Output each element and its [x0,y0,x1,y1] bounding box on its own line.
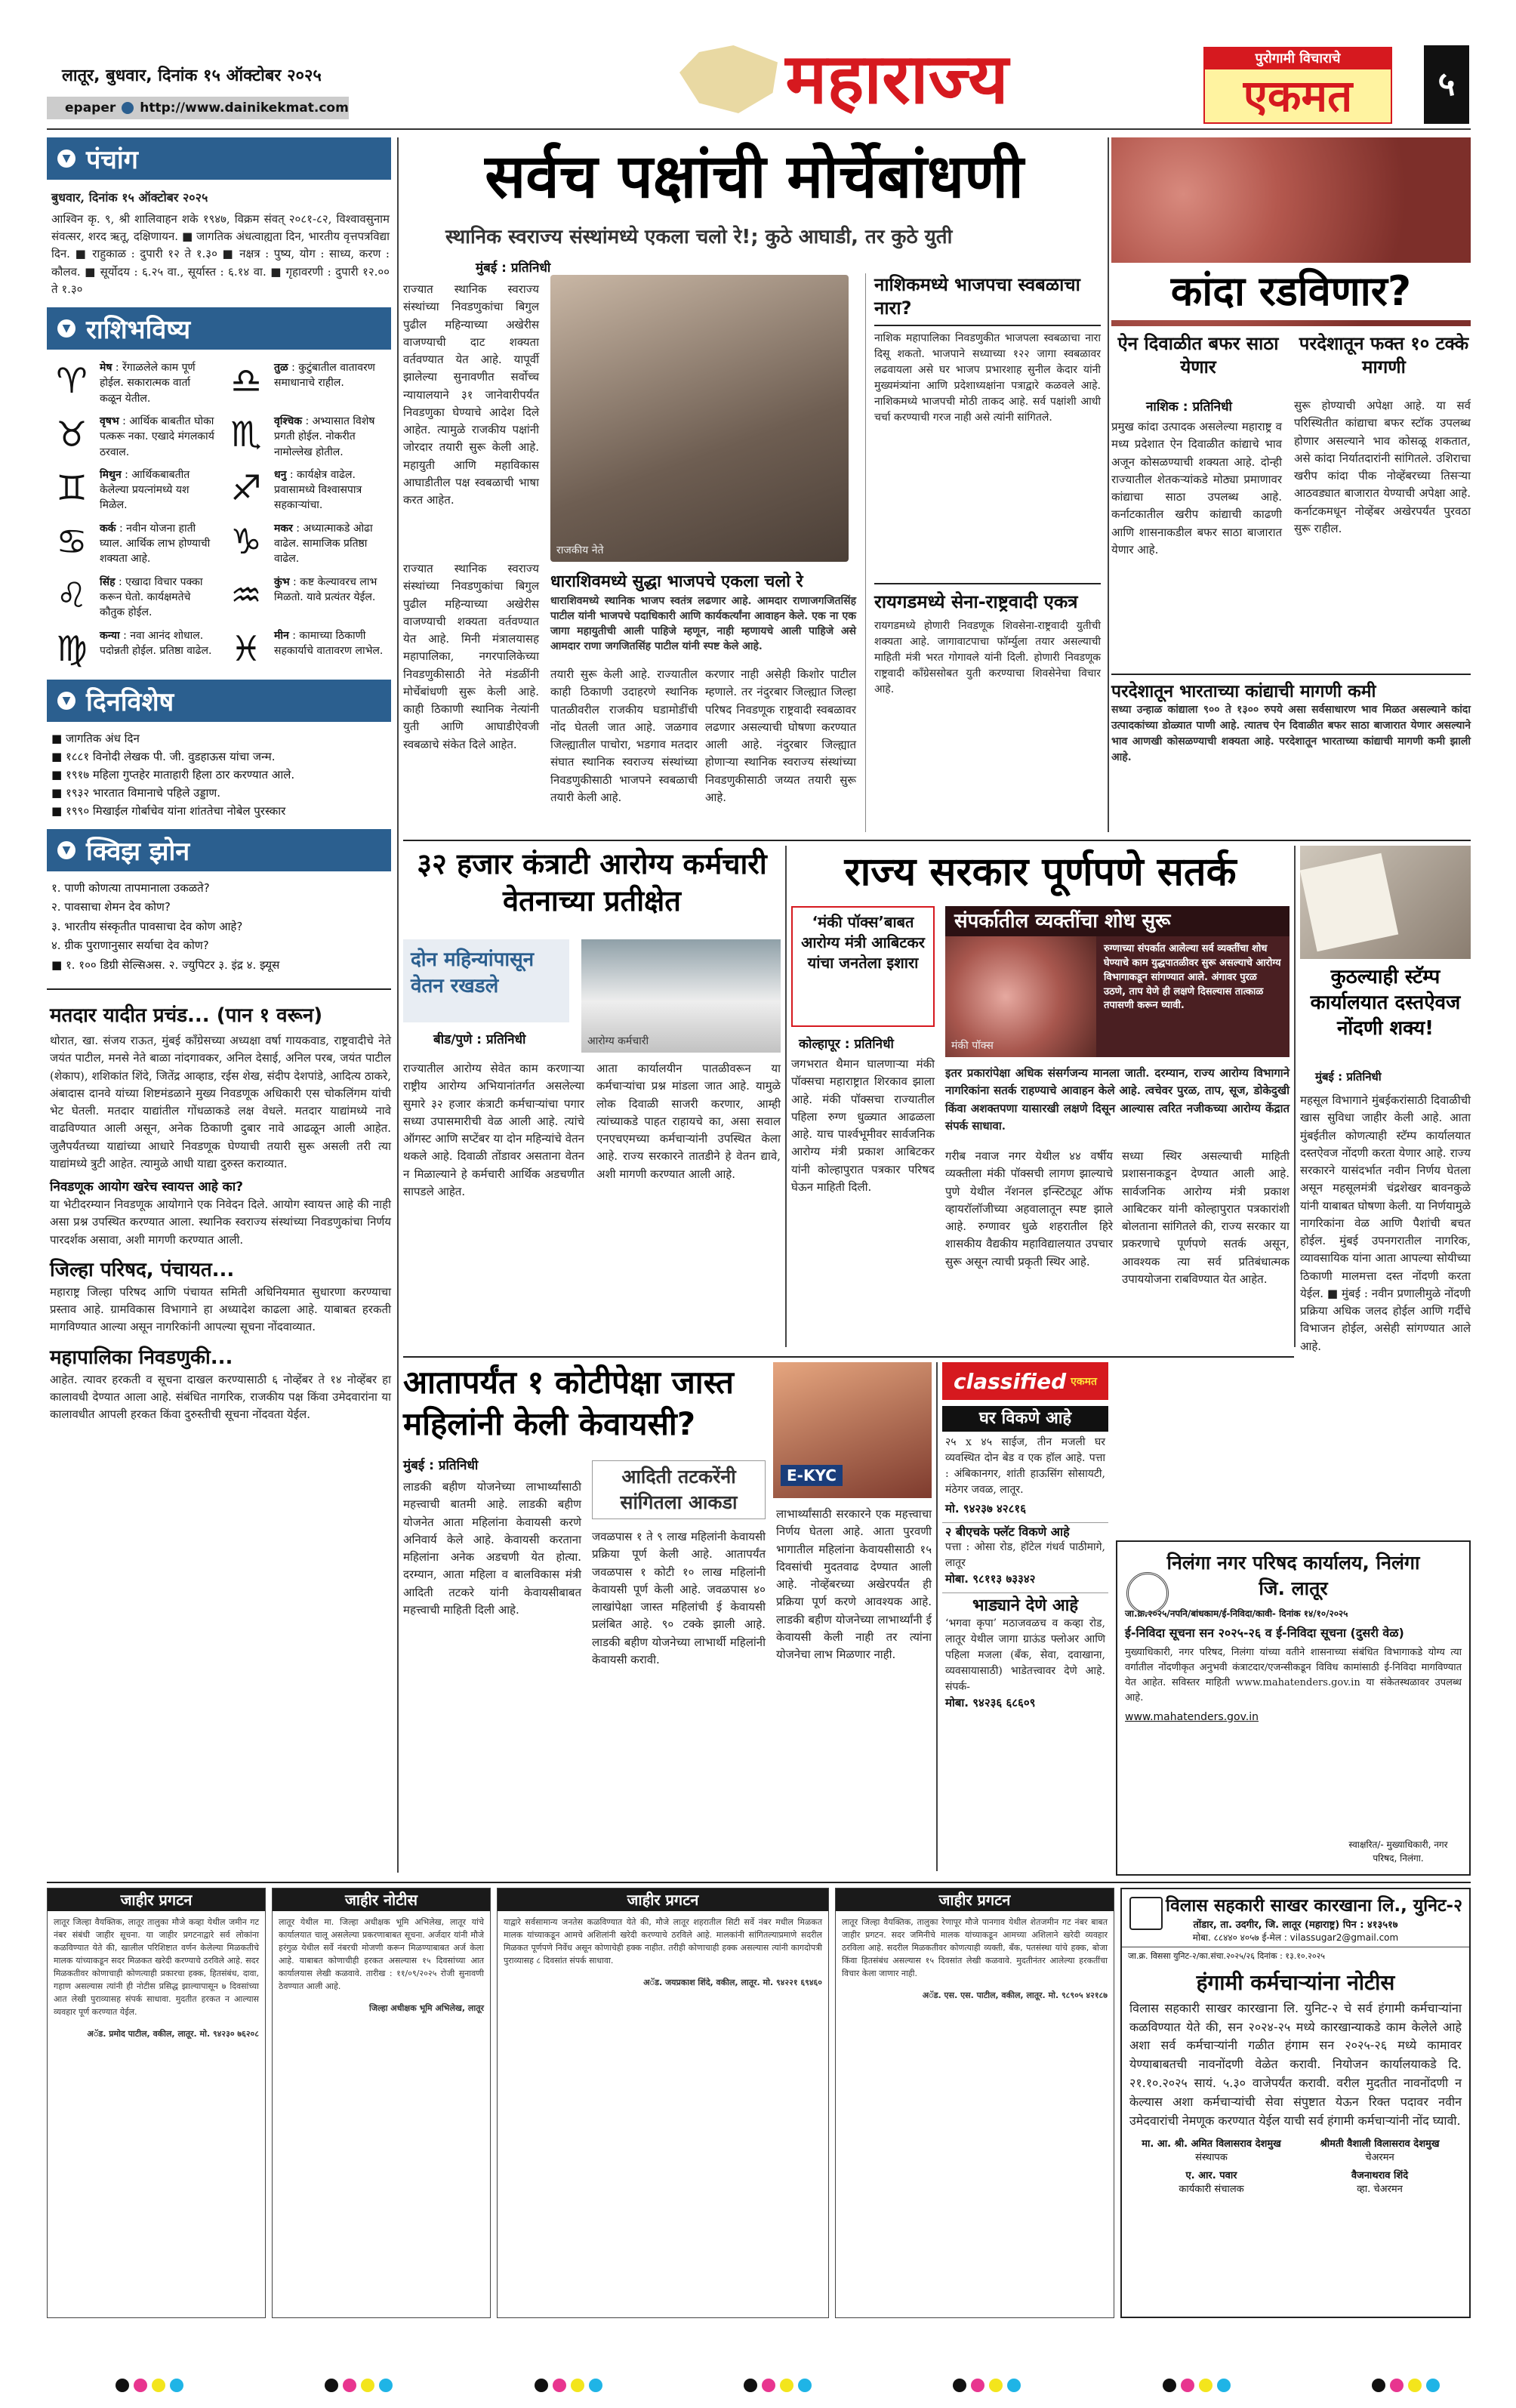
nilanga-title: निलंगा नगर परिषद कार्यालय, निलंगा [1166,1552,1420,1574]
rashi-text: एखादा विचार पक्का करून घेतो. कार्यक्षमतेचे कौतुक होईल. [100,575,203,619]
stamp-dateline: मुंबई : प्रतिनिधी [1315,1070,1382,1084]
ad-header: जाहीर प्रगटन [836,1888,1114,1911]
maharashtra-map-icon [679,45,778,113]
lead-body-c: तयारी सुरू केली आहे. राज्यातील काही ठिकाणी उदाहरणे स्थानिक पातळीवरील राजकीय घडामोडींची नोंद घेतली जात आहे. जळगाव जिल्ह्यातील पाचोरा, भडगाव मतदार संघात स्थानिक स्वराज्य संस्थांच्या निवडणुकीसाठी भाजपने स्वबळाची तयारी केली आहे. [550,668,698,804]
list-item: ■ १९१७ महिला गुप्तहेर माताहारी हिला ठार करण्यात आले. [51,767,295,782]
list-item: ■ १९९० मिखाईल गोर्बाचेव यांना शांततेचा नोबेल पुरस्कार [51,803,286,818]
rashi-text: अभ्यासात विशेष प्रगती होईल. नोकरीत नामोल्लेख होतील. [274,415,375,458]
registration-dot [1217,2379,1231,2392]
tatkare-photo [773,1362,932,1498]
rashi-name: तुळ [274,362,288,375]
kyc-body2: जवळपास १ ते ९ लाख महिलांनी केवायसी प्रक्रिया पूर्ण केली आहे. आतापर्यंत जवळपास १ कोटी १० लाख महिलांनी केवायसी पूर्ण केली आहे. जवळपास ४० लाखांपेक्षा जास्त महिलांची ई केवायसी प्रलंबित आहे. ९० टक्के झाली आहे. लाडकी बहीण योजनेच्या लाभार्थी महिलांनी केवायसी करावी. [592,1530,766,1666]
registration-dot-group [113,2379,186,2397]
rashi-item: ♍ कन्या : नवा आनंद शोधाल. पदोन्नती होईल. प्रतिष्ठा वाढेल. [51,628,215,669]
classified-item-contact: मो. ९४२३७ ४२८१६ [945,1502,1026,1515]
quiz-question: ३. भारतीय संस्कृतीत पावसाचा देव कोण आहे? [51,919,243,933]
sugar-logo-icon [1129,1897,1163,1930]
dharashiv-body: धाराशिवमध्ये स्थानिक भाजप स्वतंत्र लढणार आहे. आमदार राणाजगजितसिंह पाटील यांनी भाजपचे पदाधिकारी आणि कार्यकर्त्यांना आवाहन केले. एक ना एक जागा महायुतीची आली पाहिजे म्हणून, नाही म्हणायचे आली पाहिजे असे आमदार राणा जगजितसिंह पाटील यांनी स्पष्ट केले आहे. [550,594,856,653]
voter-list-heading2: निवडणूक आयोग खरेच स्वायत्त आहे का? [50,1179,243,1195]
voter-list-heading3: जिल्हा परिषद, पंचायत... [50,1258,235,1281]
onion-body1: प्रमुख कांदा उत्पादक असलेल्या महाराष्ट्र व मध्य प्रदेशात ऐन दिवाळीत कांद्याचे भाव अजून कोसळण्याची शक्यता आहे. दोन्ही राज्यातील शेतकऱ्यांकडे मोठ्या प्रमाणावर कांद्याचा साठा उपलब्ध आहे. कर्नाटकातील खरीप कांद्याची काढणी आणि शासनाकडील बफर साठा बाजारात येणार आहे. [1111,420,1282,557]
lead-story [403,137,1105,837]
section-rule [403,1356,1294,1358]
left-column [47,137,394,1882]
quiz-question: १. पाणी कोणत्या तापमानाला उकळते? [51,880,210,895]
registration-dot [116,2379,129,2392]
rashi-text: नवा आनंद शोधाल. पदोन्नती होईल. प्रतिष्ठा वाढेल. [100,629,212,657]
registration-dot [361,2379,374,2392]
kyc-body3: लाभार्थ्यांसाठी सरकारने एक महत्त्वाचा निर्णय घेतला आहे. आता पुरवणी भागातील महिलांना केवायसीसाठी १५ दिवसांची मुदतवाढ देण्यात आली आहे. नोव्हेंबरच्या अखेरपर्यंत ही प्रक्रिया पूर्ण करणे आवश्यक आहे. लाडकी बहीण योजनेच्या लाभार्थ्यांनी ई केवायसी केली नाही तर त्यांना योजनेचा लाभ मिळणार नाही. [776,1507,932,1661]
sugar-body: विलास सहकारी साखर कारखाना लि. युनिट-२ चे सर्व हंगामी कर्मचाऱ्यांना कळविण्यात येते की, सन २०२४-२५ मध्ये कारखान्याकडे काम केलेले आहे अशा सर्व कर्मचाऱ्यांनी गळीत हंगाम सन २०२५-२६ मध्ये कामावर येण्याबाबतची नावनोंदणी वेळेत करावी. नियोजन कार्यालयाकडे दि. २१.१०.२०२५ सायं. ५.३० वाजेपर्यंत करावी. वरील मुदतीत नावनोंदणी न केल्यास अशा कर्मचाऱ्यांची सेवा संपुष्टात येऊन रिक्त पदावर नवीन उमेदवारांची नेमणूक करण्यात येईल याची सर्व हंगामी कर्मचाऱ्यांनी नोंद घ्यावी. [1129,2000,1462,2128]
registration-dot [134,2379,147,2392]
rashi-text: कुटुंबातील वातावरण समाधानाचे राहील. [274,362,375,390]
kyc-body1: लाडकी बहीण योजनेच्या लाभार्थ्यांसाठी महत्त्वाची बातमी आहे. लाडकी बहीण योजनेत आता महिलांना केवायसी करणे अनिवार्य केले आहे. केवायसी करताना महिलांना अनेक अडचणी येत होत्या. दरम्यान, आता महिला व बालविकास मंत्री आदिती तटकरे यांनी केवायसीबाबत महत्त्वाची माहिती दिली आहे. [403,1480,581,1617]
raigad-title: रायगडमध्ये सेना-राष्ट्रवादी एकत्र [874,591,1078,612]
rashi-text: आर्थिक बाबतीत घोका पत्करू नका. एखादे मंगलकार्य ठरवाल. [100,415,214,458]
registration-dot [1390,2379,1404,2392]
aquarius-icon: ♒ [230,574,262,615]
sugar-contact: मोबा. ८८४४० ४०५७ ई-मेल : vilassugar2@gmail.com [1192,1932,1399,1943]
signatory: वैजनाथराव शिंदे व्हा. चेअरमन [1351,2170,1409,2196]
epaper-link[interactable]: http://www.dainikekmat.com [140,100,349,116]
list-item: ■ १८८१ विनोदी लेखक पी. जी. वुडहाऊस यांचा जन्म. [51,749,276,763]
onion-demand-box [1111,674,1471,825]
stamp-story [1300,846,1471,1525]
classified-item-title: भाड्याने देणे आहे [942,1592,1108,1616]
photo-caption: राजकीय नेते [556,544,604,557]
column-divider [1108,137,1109,832]
mpox-band-title: संपर्कातील व्यक्तींचा शोध सुरू [945,906,1290,936]
cancer-icon: ♋ [56,520,88,562]
kyc-sub: आदिती तटकरेंनी सांगितला आकडा [592,1460,766,1519]
voter-list-heading4: महापालिका निवडणुकी... [50,1346,233,1369]
column-divider [1294,846,1296,1347]
dinvishesh-header [47,680,391,722]
health-body1: राज्यातील आरोग्य सेवेत काम करणाऱ्या राष्ट्रीय आरोग्य अभियानांतर्गत असलेल्या सुमारे ३२ हजार कंत्राटी कर्मचाऱ्यांचा पगार सध्या उपासमारीची वेळ आली आहे. त्यांचे ऑगस्ट आणि सप्टेंबर या दोन महिन्यांचे वेतन थकले आहे. दिवाळी तोंडावर असताना वेतन न मिळाल्याने हे कर्मचारी आर्थिक अडचणीत सापडले आहेत. [403,1062,584,1198]
rashi-name: कुंभ [274,575,290,588]
scorpio-icon: ♏ [230,413,262,455]
rashi-name: वृषभ [100,415,119,427]
virgo-icon: ♍ [56,627,88,669]
registration-dot [1426,2379,1440,2392]
health-body2: आता कार्यालयीन पातळीवरून या कर्मचाऱ्यांचा प्रश्न मांडला जात आहे. यामुळे लोक दिवाळी साजरी करणार, आम्ही त्यांच्याकडे पाहत राहायचे का, असा सवाल एनएचएमच्या कर्मचाऱ्यांनी उपस्थित केला आहे. राज्य सरकारने तातडीने हे वेतन द्यावे, अशी मागणी करण्यात आली आहे. [596,1062,781,1181]
lead-headline: सर्वच पक्षांची मोर्चेबांधणी [485,141,1024,211]
classified-item-body: २५ x ४५ साईज, तीन मजली घर व्यवस्थित दोन बेड व एक हॉल आहे. पत्ता : अंबिकानगर, शांती हाऊसिंग सोसायटी, मंठेगर जवळ, लातूर. [945,1436,1105,1496]
chevron-down-icon: ▼ [57,319,75,338]
signatory: ए. आर. पवार कार्यकारी संचालक [1179,2170,1244,2196]
rashi-name: धनु [274,468,287,481]
voter-list-body: थोरात, खा. संजय राऊत, मुंबई काँग्रेसच्या अध्यक्षा वर्षा गायकवाड, राष्ट्रवादीचे नेते जयंत पाटील, मनसे नेते बाळा नांदगावकर, अनिल देसाई, अनिल परब, जयंत पाटील (शेकाप), शशिकांत शिंदे, जितेंद्र आव्हाड, रईस शेख, संदीप देशपांडे, आदित्य ठाकरे, अंबादास दानवे यांच्या शिष्टमंडळाने मुख्य निवडणूक अधिकारी एस चोकलिंगम यांची भेट घेतली. मतदार याद्यांतील गोंधळाकडे लक्ष वेधले. मतदार याद्यांमध्ये नावे वाढविण्यात आली असून, अनेक ठिकाणी दुबार नावे आढळून आली आहेत. जुलैपर्यंतच्या याद्यांच्या आधारे निवडणूक घेण्याची तयारी सुरू असली तरी त्या याद्यांमध्ये त्रुटी आहेत. त्यामुळे आधी याद्या दुरुस्त कराव्यात. [50,1034,391,1170]
column-divider [865,273,866,832]
ad-sign: अॅड. प्रमोद पाटील, वकील, लातूर. मो. ९४२३० ७६२०८ [87,2029,259,2040]
ad-header: जाहीर प्रगटन [48,1888,265,1911]
onion-box-body: सध्या उन्हाळ कांद्याला ९०० ते १३०० रुपये असा सर्वसाधारण भाव मिळत असल्याने कांदा उत्पादकांच्या डोळ्यात पाणी आहे. त्यातच ऐन दिवाळीत बफर साठा बाजारात येणार असल्याने भाव आणखी कोसळण्याची शक्यता आहे. परदेशातून भारताच्या कांद्याची मागणी कमी झाली आहे. [1111,704,1471,763]
lead-body-b: राज्यात स्थानिक स्वराज्य संस्थांच्या निवडणुकांचा बिगुल पुढील महिन्याच्या अखेरीस वाजण्याची शक्यता वर्तवण्यात येत आहे. मिनी मंत्रालयासह महापालिका, नगरपालिकेच्या निवडणुकीसाठी नेते मंडळींनी मोर्चेबांधणी सुरू केली आहे. काही ठिकाणी स्थानिक नेत्यांनी युती आणि आघाडीऐवजी स्वबळाचे संकेत दिले आहेत. [403,562,539,751]
nashik-body: नाशिक महापालिका निवडणुकीत भाजपला स्वबळाचा नारा दिसू शकतो. भाजपाने सध्याच्या १२२ जागा स्वबळावर लढवायला असे घर भाजप प्रभारशाह सुनील केदार यांनी मुख्यमंत्र्यांना आणि प्रदेशाध्यक्षांना पत्राद्वारे कळवले आहे. नाशिकमध्ये भाजपची मोठी ताकद आहे. सर्व पक्षांशी आधी चर्चा करण्याची गरज नाही असे त्यांनी सांगितले. [874,332,1101,424]
classified-logo-sub: एकमत [1071,1375,1097,1388]
registration-dot [152,2379,165,2392]
classified-logo [942,1362,1108,1400]
brand-logo [1203,47,1392,124]
rashi-name: सिंह [100,575,116,588]
classified-item-title: २ बीएचके फ्लॅट विकणे आहे [942,1522,1108,1540]
rashi-name: मीन [274,629,289,642]
registration-dot [170,2379,183,2392]
brand-name: एकमत [1243,70,1353,122]
registration-dot [762,2379,775,2392]
health-story [403,846,781,1352]
nilanga-sign: स्वाक्षरित/- मुख्याधिकारी, नगर परिषद, निलंगा. [1348,1839,1448,1864]
sugar-factory-notice [1120,1888,1471,2318]
public-notice-ad [497,1888,829,2318]
ad-body: याद्वारे सर्वसामान्य जनतेस कळविण्यात येते की, मौजे लातूर शहरातील सिटी सर्वे नंबर मधील मिळकत मालक यांच्याकडून आमचे अशिलांनी खरेदी करण्याचे ठरविले आहे. मालकांनी सांगितल्याप्रमाणे सदरील मिळकत पूर्णपणे निर्वेध असून कोणाचेही हक्क नाहीत. तरीही कोणाचाही हक्क असल्यास त्यांनी कागदोपत्री पुराव्यासह ८ दिवसांत संपर्क साधावा. [504,1917,822,1966]
registration-dot [1199,2379,1212,2392]
signatory: श्रीमती वैशाली विलासराव देशमुख चेअरमन [1320,2138,1440,2164]
sugar-notice-title: हंगामी कर्मचाऱ्यांना नोटीस [1196,1969,1395,1995]
registration-dot [343,2379,356,2392]
rashi-title: राशिभविष्य [86,315,191,346]
mpox-side-title: ‘मंकी पॉक्स’बाबत आरोग्य मंत्री आबिटकर यांचा जनतेला इशारा [801,913,925,972]
classified-item-contact: मोबा. ९८११३ ७३३४२ [945,1572,1036,1586]
mpox-body1: जगभरात थैमान घालणाऱ्या मंकी पॉक्सचा महाराष्ट्रात शिरकाव झाला आहे. मंकी पॉक्सचा राज्यातील पहिला रुग्ण धुळ्यात आढळला आहे. याच पार्श्वभूमीवर सार्वजनिक आरोग्य मंत्री प्रकाश आबिटकर यांनी कोल्हापुरात पत्रकार परिषद घेऊन माहिती दिली. [791,1057,935,1194]
divider [47,988,391,990]
ad-sign: अॅड. जयप्रकाश शिंदे, वकील, लातूर. मो. ९४२२१ ६९४६० [643,1978,822,1988]
rashi-text: नवीन योजना हाती घ्याल. आर्थिक लाभ होण्याची शक्यता आहे. [100,522,211,566]
list-item: ■ १९३२ भारतात विमानाचे पहिले उड्डाण. [51,785,220,800]
brand-tagline: पुरोगामी विचाराचे [1205,48,1391,69]
ad-body: लातूर जिल्हा वैयक्तिक, तालुका रेणापूर मौजे पानगाव येथील शेतजमीन गट नंबर बाबत जाहीर प्रगटन. सदर जमिनीचे मालक यांच्याकडून आमच्या अशिलाने खरेदी व्यवहार ठरविला आहे. सदरील मिळकतीवर कोणत्याही व्यक्ती, बँक, पतसंस्था यांचे हक्क, बोजा किंवा हितसंबंध असल्यास १५ दिवसांत लेखी कळवावे. मुदतीनंतर आलेल्या हरकतींचा विचार केला जाणार नाही. [842,1917,1108,1979]
chevron-down-icon: ▼ [57,692,75,710]
list-item: ■ जागतिक अंध दिन [51,731,140,745]
rashi-item: ♑ मकर : अध्यात्माकडे ओढा वाढेल. सामाजिक प्रतिष्ठा वाढेल. [226,521,390,567]
rashi-text: अध्यात्माकडे ओढा वाढेल. सामाजिक प्रतिष्ठा वाढेल. [274,522,373,566]
registration-dot [971,2379,984,2392]
registration-dot-group [1370,2379,1442,2397]
sugar-ref: जा.क्र. विससा युनिट-२/का.संचा.२०२५/२६ दिनांक : १३.१०.२०२५ [1122,1947,1469,1965]
rashi-name: कन्या [100,629,120,642]
mpox-band-body: रुग्णाच्या संपर्कात आलेल्या सर्व व्यक्तींचा शोध घेण्याचे काम युद्धपातळीवर सुरू असल्याचे आरोग्य विभागाकडून सांगण्यात आले. अंगावर पुरळ उठणे, ताप येणे ही लक्षणे दिसल्यास तात्काळ तपासणी करून घ्यावी. [1104,943,1281,1012]
stamp-body: महसूल विभागाने मुंबईकरांसाठी दिवाळीची खास सुविधा जाहीर केली आहे. आता मुंबईतील कोणत्याही स्टॅम्प कार्यालयात दस्तऐवज नोंदणी करता येणार आहे. राज्य सरकारने यासंदर्भात नवीन निर्णय घेतला असून महसूलमंत्री चंद्रशेखर बावनकुळे यांनी याबाबत घोषणा केली. या निर्णयामुळे नागरिकांना वेळ आणि पैशांची बचत होईल. मुंबई उपनगरातील नागरिक, व्यावसायिक यांना आता आपल्या सोयीच्या ठिकाणी मालमत्ता दस्त नोंदणी करता येईल. ■ मुंबई : नवीन प्रणालीमुळे नोंदणी प्रक्रिया अधिक जलद होईल आणि गर्दीचे विभाजन होईल, असेही सांगण्यात आले आहे. [1300,1093,1471,1353]
kyc-dateline: मुंबई : प्रतिनिधी [403,1458,479,1473]
panchang-header [47,137,391,180]
kyc-label: E-KYC [781,1465,843,1486]
epaper-bar [47,97,349,119]
onion-headline: कांदा रडविणार? [1111,263,1471,320]
column-divider [397,137,399,1873]
column-divider [785,846,787,1347]
ad-header: जाहीर नोटीस [273,1888,490,1911]
epaper-label: epaper [65,100,116,116]
nashik-sidebar [874,273,1101,575]
health-dateline: बीड/पुणे : प्रतिनिधी [433,1032,526,1047]
registration-dot [1181,2379,1194,2392]
sugar-signatures [1122,2130,1469,2195]
masthead [0,0,1516,148]
registration-dot [1163,2379,1176,2392]
rashi-item: ♒ कुंभ : कष्ट केल्यावरच लाभ मिळतो. यावे प्रत्यंतर येईल. [226,575,390,621]
rashi-grid [47,350,394,679]
libra-icon: ♎ [230,360,262,402]
print-color-marks [113,2379,1442,2397]
nashik-title: नाशिकमध्ये भाजपचा स्वबळाचा नारा? [874,273,1101,326]
registration-dot [953,2379,966,2392]
lead-subhead: स्थानिक स्वराज्य संस्थांमध्ये एकला चलो रे!; कुठे आघाडी, तर कुठे युती [445,226,953,248]
web-icon [122,102,134,114]
rashi-name: कर्क [100,522,116,535]
rashi-text: आर्थिकबाबतीत केलेल्या प्रयत्नांमध्ये यश मिळेल. [100,468,190,512]
minister-photo [1300,846,1471,959]
registration-dot [379,2379,393,2392]
voter-list-title: मतदार यादीत प्रचंड... (पान १ वरून) [50,1004,323,1027]
mpox-band [945,906,1290,1057]
leo-icon: ♌ [56,574,88,615]
onion-sub1: ऐन दिवाळीत बफर साठा येणार [1117,333,1279,378]
registration-dot [535,2379,548,2392]
rashi-name: मिथुन [100,468,122,481]
nilanga-ref: जा.क्र.२०२५/नपनि/बांधकाम/ई-निविदा/कावी- दिनांक १४/१०/२०२५ [1125,1608,1348,1619]
rashi-text: कष्ट केल्यावरच लाभ मिळतो. यावे प्रत्यंतर येईल. [274,575,377,603]
onion-story [1111,137,1471,837]
chevron-down-icon: ▼ [57,841,75,859]
rashi-name: मेष [100,362,112,375]
signatory: मा. आ. श्री. अमित विलासराव देशमुख संस्थापक [1142,2138,1281,2164]
nilanga-website[interactable]: www.mahatenders.gov.in [1125,1710,1259,1723]
quiz-header [47,829,391,871]
rashi-item: ♐ धनु : कार्यक्षेत्र वाढेल. प्रवासामध्ये विश्वासपात्र सहकाऱ्यांचा. [226,467,390,513]
health-workers-photo [581,939,781,1053]
mpox-photo [945,936,1096,1057]
quiz-list [47,871,394,982]
classified-item-contact: मोबा. ९४२३६ ६८६०९ [945,1696,1036,1710]
rashi-item: ♎ तुळ : कुटुंबातील वातावरण समाधानाचे राहील. [226,360,390,406]
date-line: लातूर, बुधवार, दिनांक १५ ऑक्टोबर २०२५ [62,66,322,85]
section-rule [403,840,1471,841]
registration-dot [1007,2379,1021,2392]
public-notice-ad [835,1888,1114,2318]
health-headline: ३२ हजार कंत्राटी आरोग्य कर्मचारी वेतनाच्या प्रतीक्षेत [417,847,767,918]
emblem-icon [1126,1572,1169,1614]
dinvishesh-title: दिनविशेष [86,686,174,717]
onion-sub2: परदेशातून फक्त १० टक्के मागणी [1299,333,1469,378]
rashi-header [47,307,391,350]
onion-box-title: परदेशातून भारताच्या कांद्याची मागणी कमी [1111,674,1471,702]
classified-item-title: घर विकणे आहे [942,1406,1108,1432]
registration-dot-group [741,2379,814,2397]
rashi-item: ♊ मिथुन : आर्थिकबाबतीत केलेल्या प्रयत्नांमध्ये यश मिळेल. [51,467,215,513]
registration-dot [989,2379,1003,2392]
classified-item-body: ‘भगवा कृपा’ मठाजवळच व कव्हा रोड, लातूर येथील जागा ग्राऊंड फ्लोअर आणि पहिला मजला (बँक, सेवा, दवाखाना, व्यवसायासाठी) भाडेतत्त्वावर देणे आहे. संपर्क- [945,1617,1105,1693]
mpox-dateline: कोल्हापूर : प्रतिनिधी [799,1037,894,1052]
registration-dot [571,2379,584,2392]
registration-dot-group [951,2379,1023,2397]
registration-dot [1372,2379,1385,2392]
ad-header: जाहीर प्रगटन [498,1888,828,1911]
health-sub: दोन महिन्यांपासून वेतन रखडले [411,948,535,998]
taurus-icon: ♉ [56,413,88,455]
rashi-text: कामाच्या ठिकाणी सहकार्याचे वातावरण लाभेल. [274,629,384,657]
registration-dot [1408,2379,1422,2392]
classified-box [942,1362,1108,1876]
nilanga-district: जि. लातूर [1259,1577,1328,1599]
kyc-story [403,1362,932,1876]
stamp-headline: कुठल्याही स्टॅम्प कार्यालयात दस्तऐवज नोंदणी शक्य! [1310,966,1461,1040]
sugar-address: तोंडार, ता. उदगीर, जि. लातूर (महाराष्ट्र) पिन : ४१३५१७ [1193,1919,1398,1931]
classified-item-body: पत्ता : ओसा रोड, हॉटेल गंधर्व पाठीमागे, लातूर [945,1541,1105,1569]
panchang-date: बुधवार, दिनांक १५ ऑक्टोबर २०२५ [51,190,208,205]
capricorn-icon: ♑ [230,520,262,562]
mpox-body2: इतर प्रकारांपेक्षा अधिक संसर्गजन्य मानला जाती. दरम्यान, राज्य आरोग्य विभागाने नागरिकांना सतर्क राहण्याचे आवाहन केले आहे. त्वचेवर पुरळ, ताप, सूज, डोकेदुखी किंवा अशक्तपणा यासारखी लक्षणे दिसून आल्यास त्वरित नजीकच्या आरोग्य केंद्रात संपर्क साधावा. [945,1066,1290,1133]
quiz-title: क्विझ झोन [86,836,190,867]
voter-list-body3: महाराष्ट्र जिल्हा परिषद आणि पंचायत समिती अधिनियमात सुधारणा करण्याचा प्रस्ताव आहे. ग्रामविकास विभागाने हा अध्यादेश काढला आहे. याबाबत हरकती मागविण्यात आल्या असून नागरिकांनी आपल्या सूचना नोंदवाव्यात. [50,1284,391,1334]
photo-caption: मंकी पॉक्स [951,1040,994,1052]
nilanga-tender [1116,1540,1471,1876]
land-record-notice [272,1888,491,2318]
health-sub-box [403,939,569,1022]
ad-sign: अॅड. एस. एस. पाटील, वकील, लातूर. मो. ९८९०५ ४२१८७ [922,1990,1108,2001]
dharashiv-box [550,572,856,662]
kyc-headline: आतापर्यंत १ कोटीपेक्षा जास्त महिलांनी केली केवायसी? [403,1364,734,1442]
mpox-headline: राज्य सरकार पूर्णपणे सतर्क [844,849,1237,895]
sagittarius-icon: ♐ [230,467,262,508]
panchang-title: पंचांग [86,145,138,175]
voter-list-body4: आहेत. त्यावर हरकती व सूचना दाखल करण्यासाठी ६ नोव्हेंबर ते १४ नोव्हेंबर हा कालावधी देण्यात आला आहे. संबंधित नागरिक, राजकीय पक्ष किंवा उमेदवारांना या कालावधीत आपली हरकत किंवा दुरुस्तीची सूचना नोंदवता येईल. [50,1372,391,1421]
rashi-text: रेंगाळलेले काम पूर्ण होईल. सकारात्मक वार्ता कळून येतील. [100,362,196,405]
section-rule [47,1882,1471,1883]
pisces-icon: ♓ [230,627,262,669]
page-number: ५ [1424,45,1469,124]
rashi-item: ♓ मीन : कामाच्या ठिकाणी सहकार्याचे वातावरण लाभेल. [226,628,390,669]
ad-body: लातूर येथील मा. जिल्हा अधीक्षक भूमि अभिलेख, लातूर यांचे कार्यालयात चालू असलेल्या प्रकरणाबाबत सूचना. अर्जदार यांनी मौजे हरंगुळ येथील सर्वे नंबरची मोजणी करून मिळण्याबाबत अर्ज केला आहे. याबाबत कोणाचीही हरकत असल्यास १५ दिवसांच्या आत कार्यालयास लेखी कळवावे. तारीख : ११/०९/२०२५ रोजी सुनावणी ठेवण्यात आली आहे. [279,1917,484,1992]
rashi-item: ♋ कर्क : नवीन योजना हाती घ्याल. आर्थिक लाभ होण्याची शक्यता आहे. [51,521,215,567]
lead-body-d: करणार नाही असेही किशोर पाटील म्हणाले. तर नंदुरबार जिल्ह्यात जिल्हा परिषद निवडणूक राष्ट्रवादी स्वबळावर लढणार असल्याची घोषणा करण्यात आली आहे. नंदुरबार जिल्ह्यात होणाऱ्या स्थानिक स्वराज्य संस्थांच्या निवडणुकीसाठी जय्यत तयारी सुरू आहे. [705,668,856,804]
classified-logo-text: classified [954,1368,1067,1394]
panchang-body: आश्विन कृ. ९, श्री शालिवाहन शके १९४७, विक्रम संवत् २०८१-८२, विश्वावसुनाम संवत्सर, शरद ऋतू, दक्षिणायन. ■ जागतिक अंधत्वाह्यता दिन, भारतीय वृत्तपत्रविद्या दिन. ■ राहुकाळ : दुपारी १२ ते १.३० ■ नक्षत्र : पुष्य, योग : साध्य, करण : कौलव. ■ सूर्योदय : ६.२५ वा., सूर्यास्त : ६.१४ वा. ■ गृहावरणी : दुपारी १२.०० ते १.३० [51,211,390,296]
mpox-side-box [791,906,935,1027]
public-notice-ad [47,1888,266,2318]
photo-caption: आरोग्य कर्मचारी [587,1035,649,1047]
nilanga-notice-title: ई-निविदा सूचना सन २०२५-२६ व ई-निविदा सूचना (दुसरी वेळ) [1125,1626,1404,1640]
section-title: महाराज्य [785,39,1009,119]
nilanga-body: मुख्याधिकारी, नगर परिषद, निलंगा यांच्या वतीने शासनाच्या संबंधित विभागाकडे योग्य त्या वर्गातील नोंदणीकृत अनुभवी कंत्राटदार/एजन्सीकडून विविध कामांसाठी ई-निविदा मागविण्यात येत आहेत. सविस्तर माहिती www.mahatenders.gov.in या संकेतस्थळावर उपलब्ध आहे. [1125,1647,1462,1704]
chevron-down-icon: ▼ [57,150,75,168]
gemini-icon: ♊ [56,467,88,508]
dinvishesh-list [47,722,394,829]
registration-dot [798,2379,812,2392]
document-stamp-icon [1300,853,1398,951]
mpox-story [791,846,1290,1352]
registration-dot [325,2379,338,2392]
registration-dot-group [1160,2379,1233,2397]
quiz-question: २. पावसाचा शेमन देव कोण? [51,900,171,914]
registration-dot-group [532,2379,605,2397]
registration-dot-group [322,2379,395,2397]
lead-body-a: राज्यात स्थानिक स्वराज्य संस्थांच्या निवडणुकांचा बिगुल पुढील महिन्याच्या अखेरीस वाजण्याची दाट शक्यता वर्तवण्यात येत आहे. यापूर्वी झालेल्या सुनावणीत सर्वोच्च न्यायालयाने ३१ जानेवारीपर्यंत निवडणुका घेण्याचे आदेश दिले आहेत. त्यामुळे राजकीय पक्षांनी जोरदार तयारी सुरू केली आहे. महायुती आणि महाविकास आघाडीतील पक्ष स्वबळाची भाषा करत आहेत. [403,282,539,507]
masthead-rule [47,128,1471,130]
rashi-name: वृश्चिक [274,415,303,427]
mpox-body4: सध्या स्थिर असल्याची माहिती प्रशासनाकडून देण्यात आली आहे. सार्वजनिक आरोग्य मंत्री प्रकाश आबिटकर यांनी कोल्हापुरात पत्रकारांशी बोलताना सांगितले की, राज्य सरकार या प्रकरणाचे पूर्णपणे सतर्क असून, आवश्यक त्या सर्व प्रतिबंधात्मक उपाययोजना राबविण्यात येत आहेत. [1122,1149,1290,1286]
rashi-name: मकर [274,522,293,535]
column-divider [936,1362,938,1871]
lead-dateline: मुंबई : प्रतिनिधी [476,261,551,276]
ad-sign: जिल्हा अधीक्षक भूमि अभिलेख, लातूर [369,2003,484,2014]
registration-dot [744,2379,757,2392]
voter-list-body2: या भेटीदरम्यान निवडणूक आयोगाने एक निवेदन दिले. आयोग स्वायत्त आहे की नाही असा प्रश्न उपस्थित करण्यात आला. स्थानिक स्वराज्य संस्थांच्या निवडणुकांचा निर्णय पारदर्शक असावा, अशी मागणी करण्यात आली. [50,1198,391,1247]
sugar-title: विलास सहकारी साखर कारखाना लि., युनिट-२ [1166,1896,1463,1916]
registration-dot [589,2379,602,2392]
rashi-text: कार्यक्षेत्र वाढेल. प्रवासामध्ये विश्वासपात्र सहकाऱ्यांचा. [274,468,362,512]
onion-dateline: नाशिक : प्रतिनिधी [1146,399,1232,415]
leaders-photo [550,275,849,562]
rashi-item: ♈ मेष : रेंगाळलेले काम पूर्ण होईल. सकारात्मक वार्ता कळून येतील. [51,360,215,406]
quiz-question: ४. ग्रीक पुराणानुसार सर्याचा देव कोण? [51,939,209,952]
registration-dot [780,2379,793,2392]
rashi-item: ♌ सिंह : एखादा विचार पक्का करून घेतो. कार्यक्षमतेचे कौतुक होईल. [51,575,215,621]
aries-icon: ♈ [56,360,88,402]
registration-dot [553,2379,566,2392]
raigad-body: रायगडमध्ये होणारी निवडणूक शिवसेना-राष्ट्रवादी युतीची शक्यता आहे. जागावाटपाचा फॉर्म्युला तयार असल्याची माहिती मंत्री भरत गोगावले यांनी दिली. होणारी निवडणूक राष्ट्रवादी काँग्रेससोबत युती करण्याचा शिवसेनेचा विचार आहे. [874,620,1101,696]
ad-body: लातूर जिल्हा वैयक्तिक, लातूर तालुका मौजे कव्हा येथील जमीन गट नंबर संबंधी जाहीर सूचना. या जाहीर प्रगटनाद्वारे सर्व लोकांना कळविण्यात येते की, खालील परिशिष्टात वर्णन केलेल्या मिळकतीचे मालक यांच्याकडून सदर मिळकत खरेदी करण्याचे ठरविले आहे. सदर मिळकतीवर कोणाचाही कोणत्याही प्रकारचा हक्क, हितसंबंध, दावा, गहाण असल्यास त्यांनी ही नोटीस प्रसिद्ध झाल्यापासून ७ दिवसांच्या आत लेखी पुराव्यासह संपर्क साधावा. मुदतीत हरकत न आल्यास व्यवहार पूर्ण करण्यात येईल. [54,1917,259,2018]
mpox-body3: गरीब नवाज नगर येथील ४४ वर्षीय व्यक्तीला मंकी पॉक्सची लागण झाल्याचे पुणे येथील नॅशनल इन्स्टिट्यूट ऑफ व्हायरॉलॉजीच्या अहवालातून स्पष्ट झाले आहे. रुग्णावर धुळे शहरातील हिरे शासकीय वैद्यकीय महाविद्यालयात उपचार सुरू असून त्याची प्रकृती स्थिर आहे. [945,1149,1113,1269]
rashi-item: ♉ वृषभ : आर्थिक बाबतीत घोका पत्करू नका. एखादे मंगलकार्य ठरवाल. [51,414,215,460]
rashi-item: ♏ वृश्चिक : अभ्यासात विशेष प्रगती होईल. नोकरीत नामोल्लेख होतील. [226,414,390,460]
onion-body2: सुरू होण्याची अपेक्षा आहे. या सर्व परिस्थितीत कांद्याचा बफर स्टॉक उपलब्ध होणार असल्याने भाव कोसळू शकतात, असे कांदा निर्यातदारांनी सांगितले. उशिराचा खरीप कांदा पीक नोव्हेंबरच्या तिसऱ्या आठवड्यात बाजारात येण्याची अपेक्षा आहे. कर्नाटकमधून नोव्हेंबर अखेरपर्यंत पुरवठा सुरू राहील. [1294,399,1471,535]
quiz-answers: ■ १. १०० डिग्री सेल्सिअस. २. ज्युपिटर ३. इंद्र ४. झ्यूस [51,957,280,972]
raigad-sidebar [874,583,1101,832]
dharashiv-title: धाराशिवमध्ये सुद्धा भाजपचे एकला चलो रे [550,572,803,591]
